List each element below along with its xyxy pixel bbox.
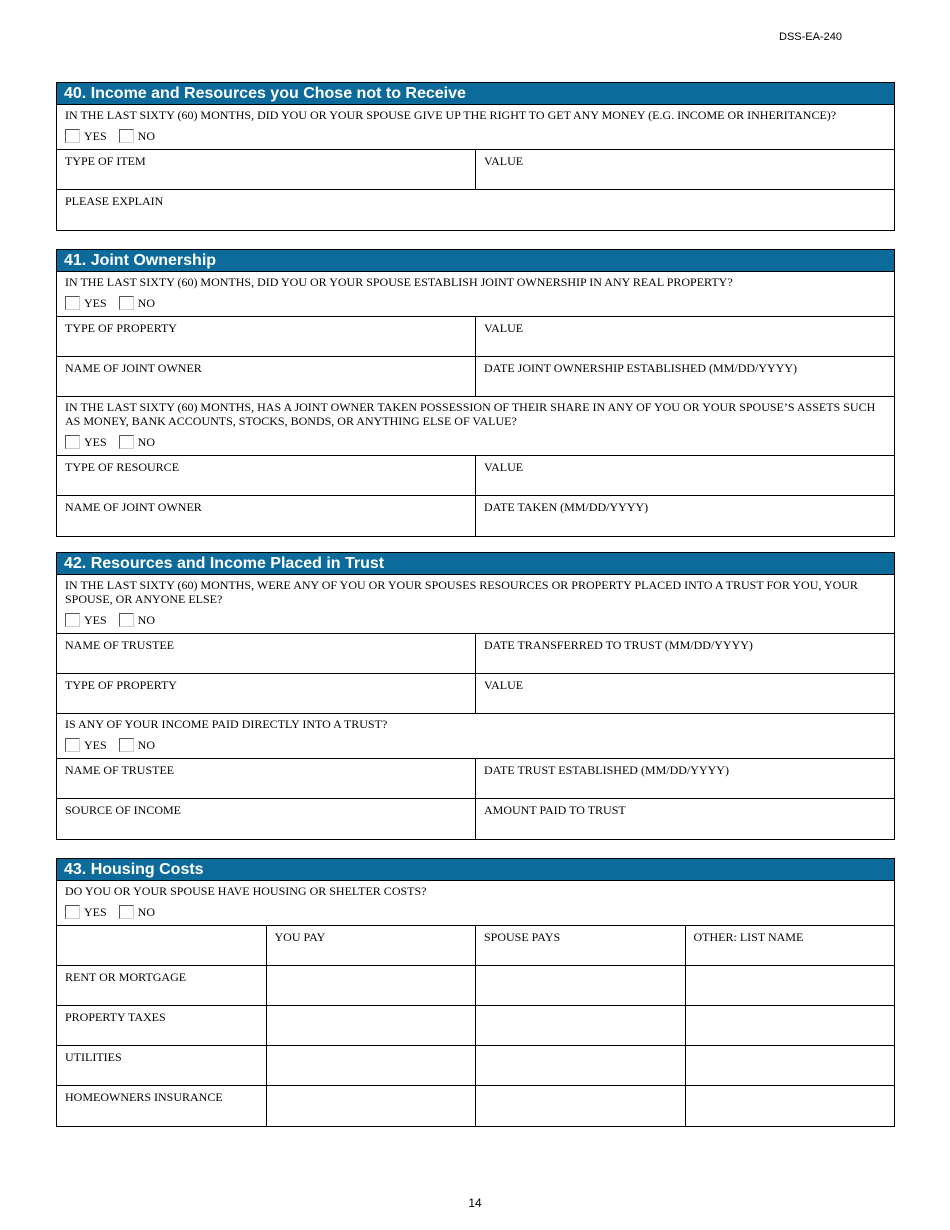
utilities-other-field[interactable]	[686, 1046, 895, 1085]
s42-date-transferred-field[interactable]	[476, 634, 894, 673]
s40-type-of-item-label: TYPE OF ITEM	[65, 154, 146, 168]
taxes-you-pay-field[interactable]	[267, 1006, 477, 1045]
taxes-spouse-pays-field[interactable]	[476, 1006, 686, 1045]
rent-you-pay-field[interactable]	[267, 966, 477, 1005]
housing-row-label: HOMEOWNERS INSURANCE	[57, 1086, 267, 1126]
s41-value2-label: VALUE	[484, 460, 524, 474]
s41-type-of-resource-field[interactable]	[57, 456, 476, 495]
s41-question2: IN THE LAST SIXTY (60) MONTHS, HAS A JOINT OWNER TAKEN POSSESSION OF THEIR SHARE IN ANY OF YOU OR YOUR SPOUSE’S ASSETS SUCH AS MONEY, BANK ACCOUNTS, STOCKS, BONDS, OR ANYTHING ELSE OF VALUE?	[65, 400, 876, 428]
s41-date-established-label: DATE JOINT OWNERSHIP ESTABLISHED (MM/DD/YYYY)	[484, 361, 798, 375]
section-40-title: 40. Income and Resources you Chose not to Receive	[57, 83, 894, 105]
s41-value-label: VALUE	[484, 321, 524, 335]
s40-type-of-item-field[interactable]	[57, 150, 476, 189]
utilities-you-pay-field[interactable]	[267, 1046, 477, 1085]
s42-trustee-label: NAME OF TRUSTEE	[65, 638, 175, 652]
s42-question1: IN THE LAST SIXTY (60) MONTHS, WERE ANY OF YOU OR YOUR SPOUSES RESOURCES OR PROPERTY PLACED INTO A TRUST FOR YOU, YOUR SPOUSE, OR ANYONE ELSE?	[65, 578, 858, 606]
s41-question1-block	[57, 272, 894, 317]
housing-row-insurance	[57, 1086, 894, 1126]
s40-question-block	[57, 105, 894, 150]
section-41-joint-ownership	[56, 249, 895, 537]
housing-row-label: RENT OR MORTGAGE	[57, 966, 267, 1005]
housing-row-label: UTILITIES	[57, 1046, 267, 1085]
s42-type-of-property-label: TYPE OF PROPERTY	[65, 678, 177, 692]
s40-value-label: VALUE	[484, 154, 524, 168]
s42-trustee2-label: NAME OF TRUSTEE	[65, 763, 175, 777]
s42-q1-no-option[interactable]	[119, 613, 155, 627]
s40-yes-option[interactable]	[65, 129, 107, 143]
s43-yes-option[interactable]	[65, 905, 107, 919]
s41-q2-yes-option[interactable]	[65, 435, 107, 449]
housing-header-row	[57, 926, 894, 966]
rent-spouse-pays-field[interactable]	[476, 966, 686, 1005]
s41-value2-field[interactable]	[476, 456, 894, 495]
s42-date-trust-established-field[interactable]	[476, 759, 894, 798]
s42-q1-yes-checkbox[interactable]	[65, 613, 80, 627]
s41-joint-owner2-field[interactable]	[57, 496, 476, 536]
section-40-income-not-received	[56, 82, 895, 231]
s42-value-field[interactable]	[476, 674, 894, 713]
section-43-title: 43. Housing Costs	[57, 859, 894, 881]
s41-q1-no-label: NO	[137, 296, 156, 310]
s42-q2-yes-checkbox[interactable]	[65, 738, 80, 752]
s40-question: IN THE LAST SIXTY (60) MONTHS, DID YOU OR YOUR SPOUSE GIVE UP THE RIGHT TO GET ANY MONEY (E.G. INCOME OR INHERITANCE)?	[65, 108, 837, 122]
s42-q1-yes-label: YES	[84, 613, 107, 627]
s42-trustee-field[interactable]	[57, 634, 476, 673]
s42-q2-yes-option[interactable]	[65, 738, 107, 752]
s40-yes-label: YES	[84, 129, 107, 143]
s40-please-explain-field[interactable]	[57, 190, 894, 230]
housing-row-property-taxes	[57, 1006, 894, 1046]
s41-q2-yes-label: YES	[84, 435, 107, 449]
insurance-spouse-pays-field[interactable]	[476, 1086, 686, 1126]
utilities-spouse-pays-field[interactable]	[476, 1046, 686, 1085]
s41-type-of-resource-label: TYPE OF RESOURCE	[65, 460, 180, 474]
housing-row-label: PROPERTY TAXES	[57, 1006, 267, 1045]
s43-no-label: NO	[137, 905, 156, 919]
s42-type-of-property-field[interactable]	[57, 674, 476, 713]
s41-question2-block	[57, 397, 894, 456]
s43-question: DO YOU OR YOUR SPOUSE HAVE HOUSING OR SHELTER COSTS?	[65, 884, 427, 898]
s42-question2: IS ANY OF YOUR INCOME PAID DIRECTLY INTO A TRUST?	[65, 717, 388, 731]
s43-question-block	[57, 881, 894, 926]
s43-no-checkbox[interactable]	[119, 905, 134, 919]
s41-value-field[interactable]	[476, 317, 894, 356]
s41-q1-no-checkbox[interactable]	[119, 296, 134, 310]
s40-no-option[interactable]	[119, 129, 155, 143]
section-43-housing-costs	[56, 858, 895, 1127]
taxes-other-field[interactable]	[686, 1006, 895, 1045]
s42-q1-no-label: NO	[137, 613, 156, 627]
housing-row-rent	[57, 966, 894, 1006]
s42-question2-block	[57, 714, 894, 759]
s41-date-taken-label: DATE TAKEN (MM/DD/YYYY)	[484, 500, 649, 514]
section-42-trust	[56, 552, 895, 840]
s41-type-of-property-field[interactable]	[57, 317, 476, 356]
s41-q1-yes-checkbox[interactable]	[65, 296, 80, 310]
s42-source-of-income-label: SOURCE OF INCOME	[65, 803, 182, 817]
s41-q2-no-option[interactable]	[119, 435, 155, 449]
section-41-title: 41. Joint Ownership	[57, 250, 894, 272]
s41-joint-owner2-label: NAME OF JOINT OWNER	[65, 500, 202, 514]
s42-trustee2-field[interactable]	[57, 759, 476, 798]
housing-row-utilities	[57, 1046, 894, 1086]
s40-value-field[interactable]	[476, 150, 894, 189]
s41-q2-no-checkbox[interactable]	[119, 435, 134, 449]
s41-q1-yes-label: YES	[84, 296, 107, 310]
housing-col-other: OTHER: LIST NAME	[693, 930, 804, 944]
s42-q1-no-checkbox[interactable]	[119, 613, 134, 627]
s42-question1-block	[57, 575, 894, 634]
s42-q2-no-label: NO	[137, 738, 156, 752]
housing-col-spouse-pays: SPOUSE PAYS	[476, 926, 686, 965]
s42-source-of-income-field[interactable]	[57, 799, 476, 839]
s40-yes-checkbox[interactable]	[65, 129, 80, 143]
form-code: DSS-EA-240	[779, 31, 842, 43]
s42-q2-yes-label: YES	[84, 738, 107, 752]
page-number: 14	[468, 1196, 482, 1210]
s43-no-option[interactable]	[119, 905, 155, 919]
s42-amount-paid-label: AMOUNT PAID TO TRUST	[484, 803, 626, 817]
insurance-other-field[interactable]	[686, 1086, 895, 1126]
s40-no-label: NO	[137, 129, 156, 143]
s42-q1-yes-option[interactable]	[65, 613, 107, 627]
s41-joint-owner-label: NAME OF JOINT OWNER	[65, 361, 202, 375]
housing-col-blank	[57, 926, 267, 965]
s41-question1: IN THE LAST SIXTY (60) MONTHS, DID YOU OR YOUR SPOUSE ESTABLISH JOINT OWNERSHIP IN ANY REAL PROPERTY?	[65, 275, 733, 289]
s41-q2-no-label: NO	[137, 435, 156, 449]
s41-q2-yes-checkbox[interactable]	[65, 435, 80, 449]
s40-no-checkbox[interactable]	[119, 129, 134, 143]
s41-type-of-property-label: TYPE OF PROPERTY	[65, 321, 177, 335]
s42-amount-paid-field[interactable]	[476, 799, 894, 839]
housing-col-you-pay: YOU PAY	[267, 926, 477, 965]
s43-yes-label: YES	[84, 905, 107, 919]
rent-other-field[interactable]	[686, 966, 895, 1005]
s42-date-transferred-label: DATE TRANSFERRED TO TRUST (MM/DD/YYYY)	[484, 638, 753, 652]
insurance-you-pay-field[interactable]	[267, 1086, 477, 1126]
s42-q2-no-checkbox[interactable]	[119, 738, 134, 752]
s42-date-trust-established-label: DATE TRUST ESTABLISHED (MM/DD/YYYY)	[484, 763, 729, 777]
s41-q1-no-option[interactable]	[119, 296, 155, 310]
s41-q1-yes-option[interactable]	[65, 296, 107, 310]
s42-value-label: VALUE	[484, 678, 524, 692]
s40-please-explain-label: PLEASE EXPLAIN	[65, 194, 164, 208]
s43-yes-checkbox[interactable]	[65, 905, 80, 919]
section-42-title: 42. Resources and Income Placed in Trust	[57, 553, 894, 575]
s41-date-established-field[interactable]	[476, 357, 894, 396]
s42-q2-no-option[interactable]	[119, 738, 155, 752]
s41-date-taken-field[interactable]	[476, 496, 894, 536]
s41-joint-owner-field[interactable]	[57, 357, 476, 396]
